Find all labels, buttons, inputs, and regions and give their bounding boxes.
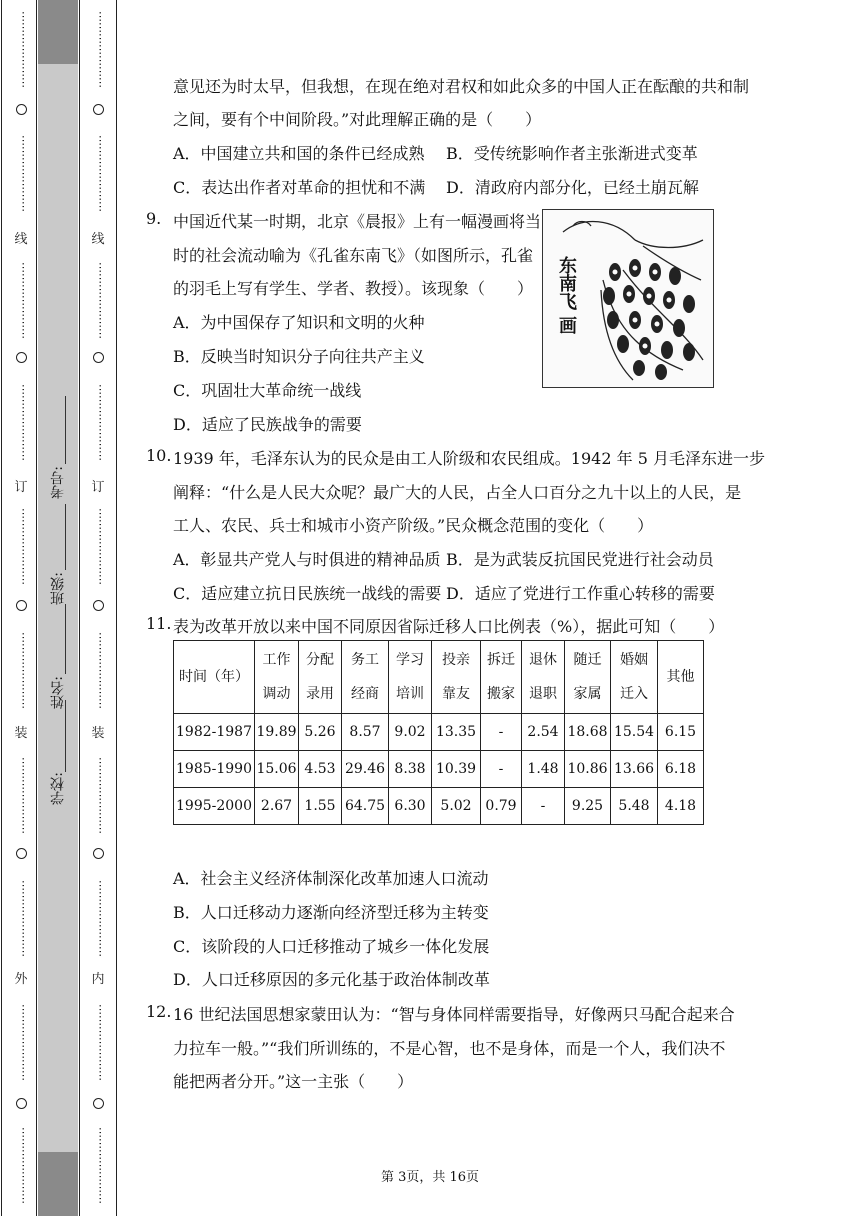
inner-mark-ding: 订 xyxy=(91,480,105,495)
table-header-cell: 投亲 靠友 xyxy=(432,641,481,714)
table-cell: 9.02 xyxy=(389,714,432,751)
table-row xyxy=(174,788,704,825)
table-row xyxy=(174,751,704,788)
outer-mark-zhuang: 装 xyxy=(14,726,28,741)
table-cell: 1.55 xyxy=(299,788,342,825)
table-cell: 2.54 xyxy=(522,714,565,751)
q9-option-a[interactable]: A．为中国保存了知识和文明的火种 xyxy=(173,313,425,332)
circle-mark xyxy=(16,1098,27,1109)
table-cell: 8.38 xyxy=(389,751,432,788)
table-cell: 6.18 xyxy=(658,751,704,788)
inner-mark-xian: 线 xyxy=(91,232,105,247)
outer-cut-line: ⋯⋯⋯⋯⋯⋯⋯ ⋯⋯⋯⋯⋯⋯⋯ 线 ⋯⋯⋯⋯⋯⋯⋯ ⋯⋯⋯⋯⋯⋯⋯ 订 ⋯⋯⋯⋯⋯⋯⋯ ⋯⋯⋯⋯⋯⋯⋯ 装 ⋯⋯⋯⋯⋯⋯⋯ ⋯⋯⋯⋯⋯⋯⋯ 外 ⋯⋯⋯⋯⋯⋯⋯ ⋯⋯⋯⋯⋯⋯⋯ xyxy=(14,10,30,1204)
q9-line-2: 时的社会流动喻为《孔雀东南飞》（如图所示，孔雀 xyxy=(173,246,534,265)
class-label: 班级: xyxy=(50,572,66,605)
table-cell: 10.86 xyxy=(565,751,611,788)
q8-option-d[interactable]: D．清政府内部分化，已经土崩瓦解 xyxy=(446,178,699,197)
table-cell: 10.39 xyxy=(432,751,481,788)
q9-line-1: 中国近代某一时期，北京《晨报》上有一幅漫画将当 xyxy=(173,212,542,231)
table-cell: 5.02 xyxy=(432,788,481,825)
student-info-fields xyxy=(44,0,72,1216)
inner-mark-zhuang: 装 xyxy=(91,726,105,741)
table-cell: 1985-1990 xyxy=(174,751,255,788)
q11-option-a[interactable]: A．社会主义经济体制深化改革加速人口流动 xyxy=(173,869,489,888)
table-cell: - xyxy=(481,751,522,788)
table-header-cell: 婚姻 迁入 xyxy=(611,641,658,714)
table-header-cell: 拆迁 搬家 xyxy=(481,641,522,714)
q10-option-c[interactable]: C．适应建立抗日民族统一战线的需要 xyxy=(173,584,442,603)
outer-mark-ding: 订 xyxy=(14,480,28,495)
circle-mark xyxy=(93,600,104,611)
q8-option-a[interactable]: A．中国建立共和国的条件已经成熟 xyxy=(173,144,425,163)
table-header-cell: 工作 调动 xyxy=(255,641,299,714)
table-cell: 18.68 xyxy=(565,714,611,751)
table-header-cell: 学习 培训 xyxy=(389,641,432,714)
q8-option-b[interactable]: B．受传统影响作者主张渐进式变革 xyxy=(446,144,698,163)
q12-line-1: 16 世纪法国思想家蒙田认为：“智与身体同样需要指导，好像两只马配合起来合 xyxy=(173,1005,735,1024)
table-header-row xyxy=(174,641,704,714)
migration-table xyxy=(173,640,704,825)
margin-rule-left xyxy=(36,0,37,1216)
school-label: 学校: xyxy=(50,772,66,805)
table-cell: 6.15 xyxy=(658,714,704,751)
table-cell: 4.53 xyxy=(299,751,342,788)
q11-number: 11. xyxy=(146,614,172,633)
circle-mark xyxy=(93,352,104,363)
circle-mark xyxy=(93,104,104,115)
table-cell: 1995-2000 xyxy=(174,788,255,825)
table-cell: 15.54 xyxy=(611,714,658,751)
table-cell: 29.46 xyxy=(342,751,389,788)
q9-line-3: 的羽毛上写有学生、学者、教授）。该现象（ ） xyxy=(173,279,534,298)
table-cell: 13.35 xyxy=(432,714,481,751)
table-row xyxy=(174,714,704,751)
name-field[interactable] xyxy=(65,604,66,674)
q9-option-b[interactable]: B．反映当时知识分子向往共产主义 xyxy=(173,347,425,366)
table-header-cell: 务工 经商 xyxy=(342,641,389,714)
table-cell: - xyxy=(522,788,565,825)
margin-rule-right xyxy=(116,0,117,1216)
q10-option-b[interactable]: B．是为武装反抗国民党进行社会动员 xyxy=(446,550,714,569)
binding-margin xyxy=(0,0,120,1216)
outer-mark-xian: 线 xyxy=(14,232,28,247)
name-label: 姓名: xyxy=(50,676,66,709)
outer-mark-wai: 外 xyxy=(14,972,28,987)
circle-mark xyxy=(16,848,27,859)
table-cell: 5.26 xyxy=(299,714,342,751)
inner-mark-nei: 内 xyxy=(91,972,105,987)
q11-option-d[interactable]: D．人口迁移原因的多元化基于政治体制改革 xyxy=(173,970,490,989)
table-cell: 6.30 xyxy=(389,788,432,825)
exam-no-field[interactable] xyxy=(65,396,66,464)
table-header-cell: 分配 录用 xyxy=(299,641,342,714)
inner-cut-line: ⋯⋯⋯⋯⋯⋯⋯ ⋯⋯⋯⋯⋯⋯⋯ 线 ⋯⋯⋯⋯⋯⋯⋯ ⋯⋯⋯⋯⋯⋯⋯ 订 ⋯⋯⋯⋯⋯⋯⋯ ⋯⋯⋯⋯⋯⋯⋯ 装 ⋯⋯⋯⋯⋯⋯⋯ ⋯⋯⋯⋯⋯⋯⋯ 内 ⋯⋯⋯⋯⋯⋯⋯ ⋯⋯⋯⋯⋯⋯⋯ xyxy=(91,10,107,1204)
circle-mark xyxy=(93,848,104,859)
table-cell: 15.06 xyxy=(255,751,299,788)
q12-number: 12. xyxy=(146,1002,172,1021)
table-cell: 0.79 xyxy=(481,788,522,825)
table-header-cell: 其他 xyxy=(658,641,704,714)
table-cell: - xyxy=(481,714,522,751)
exam-no-label: 考号: xyxy=(50,466,66,499)
circle-mark xyxy=(16,352,27,363)
q9-number: 9. xyxy=(146,209,162,228)
class-field[interactable] xyxy=(65,504,66,570)
table-header-cell: 退休 退职 xyxy=(522,641,565,714)
table-cell: 64.75 xyxy=(342,788,389,825)
table-cell: 4.18 xyxy=(658,788,704,825)
margin-edge-line xyxy=(1,0,2,1216)
table-cell: 2.67 xyxy=(255,788,299,825)
q11-option-c[interactable]: C．该阶段的人口迁移推动了城乡一体化发展 xyxy=(173,937,490,956)
q8-option-c[interactable]: C．表达出作者对革命的担忧和不满 xyxy=(173,178,426,197)
cartoon-caption: 东南飞 画 xyxy=(556,256,577,335)
circle-mark xyxy=(16,600,27,611)
table-cell: 13.66 xyxy=(611,751,658,788)
q10-line-1: 1939 年，毛泽东认为的民众是由工人阶级和农民组成。1942 年 5 月毛泽东进一步 xyxy=(173,449,765,468)
table-cell: 1.48 xyxy=(522,751,565,788)
q9-option-d[interactable]: D．适应了民族战争的需要 xyxy=(173,415,362,434)
page-number-footer: 第 3页，共 16页 xyxy=(380,1170,480,1185)
q12-line-2: 力拉车一般。”“我们所训练的，不是心智，也不是身体，而是一个人，我们决不 xyxy=(173,1039,726,1058)
table-cell: 5.48 xyxy=(611,788,658,825)
table-cell: 8.57 xyxy=(342,714,389,751)
q10-line-3: 工人、农民、兵士和城市小资产阶级。”民众概念范围的变化（ ） xyxy=(173,516,654,535)
q10-number: 10. xyxy=(146,446,172,465)
peacock-cartoon-image xyxy=(542,209,714,388)
q11-option-b[interactable]: B．人口迁移动力逐渐向经济型迁移为主转变 xyxy=(173,903,489,922)
q10-option-d[interactable]: D．适应了党进行工作重心转移的需要 xyxy=(446,584,715,603)
table-cell: 9.25 xyxy=(565,788,611,825)
q8-line-1: 意见还为时太早，但我想，在现在绝对君权和如此众多的中国人正在酝酿的共和制 xyxy=(173,77,750,96)
table-header-cell: 随迁 家属 xyxy=(565,641,611,714)
table-cell: 19.89 xyxy=(255,714,299,751)
table-header-cell: 时间（年） xyxy=(174,641,255,714)
circle-mark xyxy=(16,104,27,115)
school-field[interactable] xyxy=(65,700,66,772)
q9-option-c[interactable]: C．巩固壮大革命统一战线 xyxy=(173,381,362,400)
margin-rule-mid xyxy=(79,0,80,1216)
q11-line: 表为改革开放以来中国不同原因省际迁移人口比例表（%），据此可知（ ） xyxy=(173,617,725,636)
q8-line-2: 之间，要有个中间阶段。”对此理解正确的是（ ） xyxy=(173,110,542,129)
q10-line-2: 阐释：“什么是人民大众呢？最广大的人民，占全人口百分之九十以上的人民，是 xyxy=(173,483,742,502)
q10-option-a[interactable]: A．彰显共产党人与时俱进的精神品质 xyxy=(173,550,441,569)
table-cell: 1982-1987 xyxy=(174,714,255,751)
circle-mark xyxy=(93,1098,104,1109)
q12-line-3: 能把两者分开。”这一主张（ ） xyxy=(173,1072,414,1091)
